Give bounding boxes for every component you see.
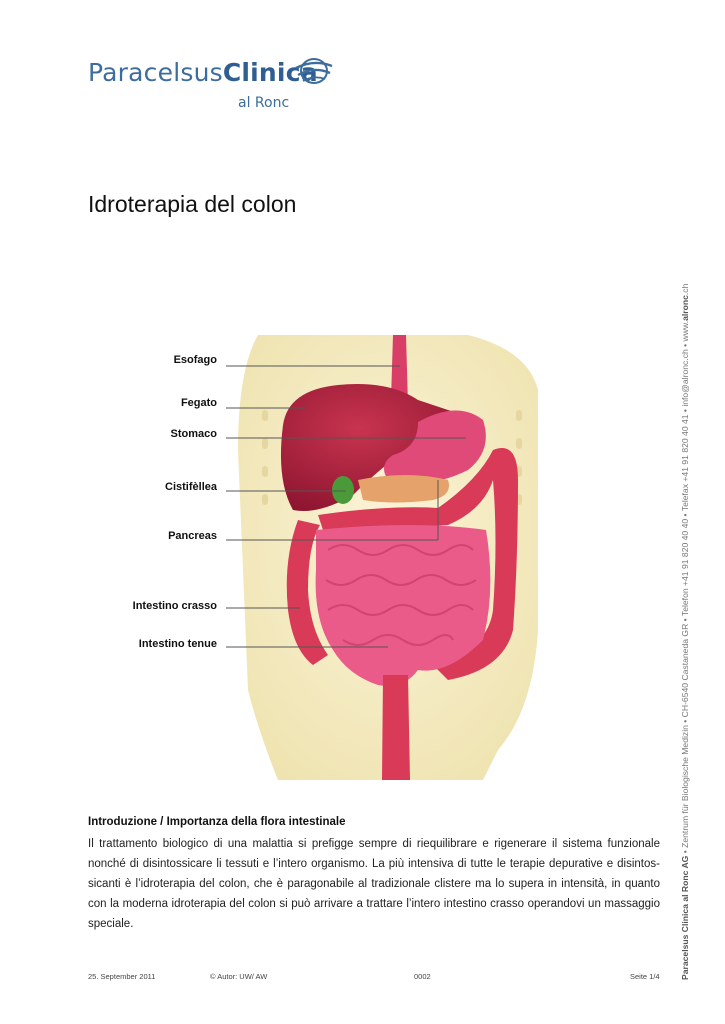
sidebar-company: Paracelsus Clinica al Ronc AG [680, 855, 690, 980]
label-pancreas: Pancreas [168, 530, 217, 542]
sidebar-details: • Zentrum für Biologische Medizin • CH-6540 Castaneda GR • Telefon +41 91 820 40 40 • Telefax +41 91 820 40 41 • info@alronc.ch • www. [680, 320, 690, 856]
section-heading: Introduzione / Importanza della flora intestinale [88, 816, 346, 828]
digestive-system-illustration [88, 330, 558, 780]
sidebar-web-bold: alronc [680, 295, 690, 321]
globe-logo-icon [294, 56, 334, 86]
page-title: Idroterapia del colon [88, 191, 297, 217]
label-stomaco: Stomaco [170, 428, 217, 440]
label-intestino-tenue: Intestino tenue [138, 638, 217, 650]
section-paragraph: Il trattamento biologico di una malattia si prefigge sempre di riequilibrare e rigenerare il sistema funzionale nonché di disintossicare li tessuti e l’intero organismo. La più intensiva di tutte le terapie depurative e disintossicanti è l’idroterapia del colon, che è paragonabile al tradizionale clistere ma lo supera in intensità, in quanto con la moderna idroterapia del colon si può arrivare a trattare l’intero intestino crasso operandovi un massaggio speciale. [88, 838, 660, 930]
label-esofago: Esofago [173, 354, 217, 366]
footer-author: © Autor: UW/ AW [210, 972, 268, 981]
rectum-shape [382, 675, 410, 780]
footer-code: 0002 [414, 972, 431, 981]
pancreas-shape [358, 475, 449, 503]
logo-wordmark [88, 58, 318, 87]
logo-name-part2: Clinica [222, 58, 318, 87]
clinic-logo [88, 58, 318, 111]
logo-subtitle: al Ronc [238, 95, 290, 111]
footer-date: 25. September 2011 [88, 972, 156, 981]
label-fegato: Fegato [180, 397, 217, 409]
label-intestino-crasso: Intestino crasso [132, 600, 217, 612]
logo-name-part1: Paracelsus [88, 58, 223, 87]
sidebar-address [680, 255, 690, 980]
gallbladder-shape [332, 476, 354, 504]
footer-page: Seite 1/4 [630, 972, 660, 981]
sidebar-web-end: .ch [680, 283, 690, 296]
label-cistifellea: Cistifèllea [165, 481, 217, 493]
anatomy-drawing [88, 330, 558, 780]
